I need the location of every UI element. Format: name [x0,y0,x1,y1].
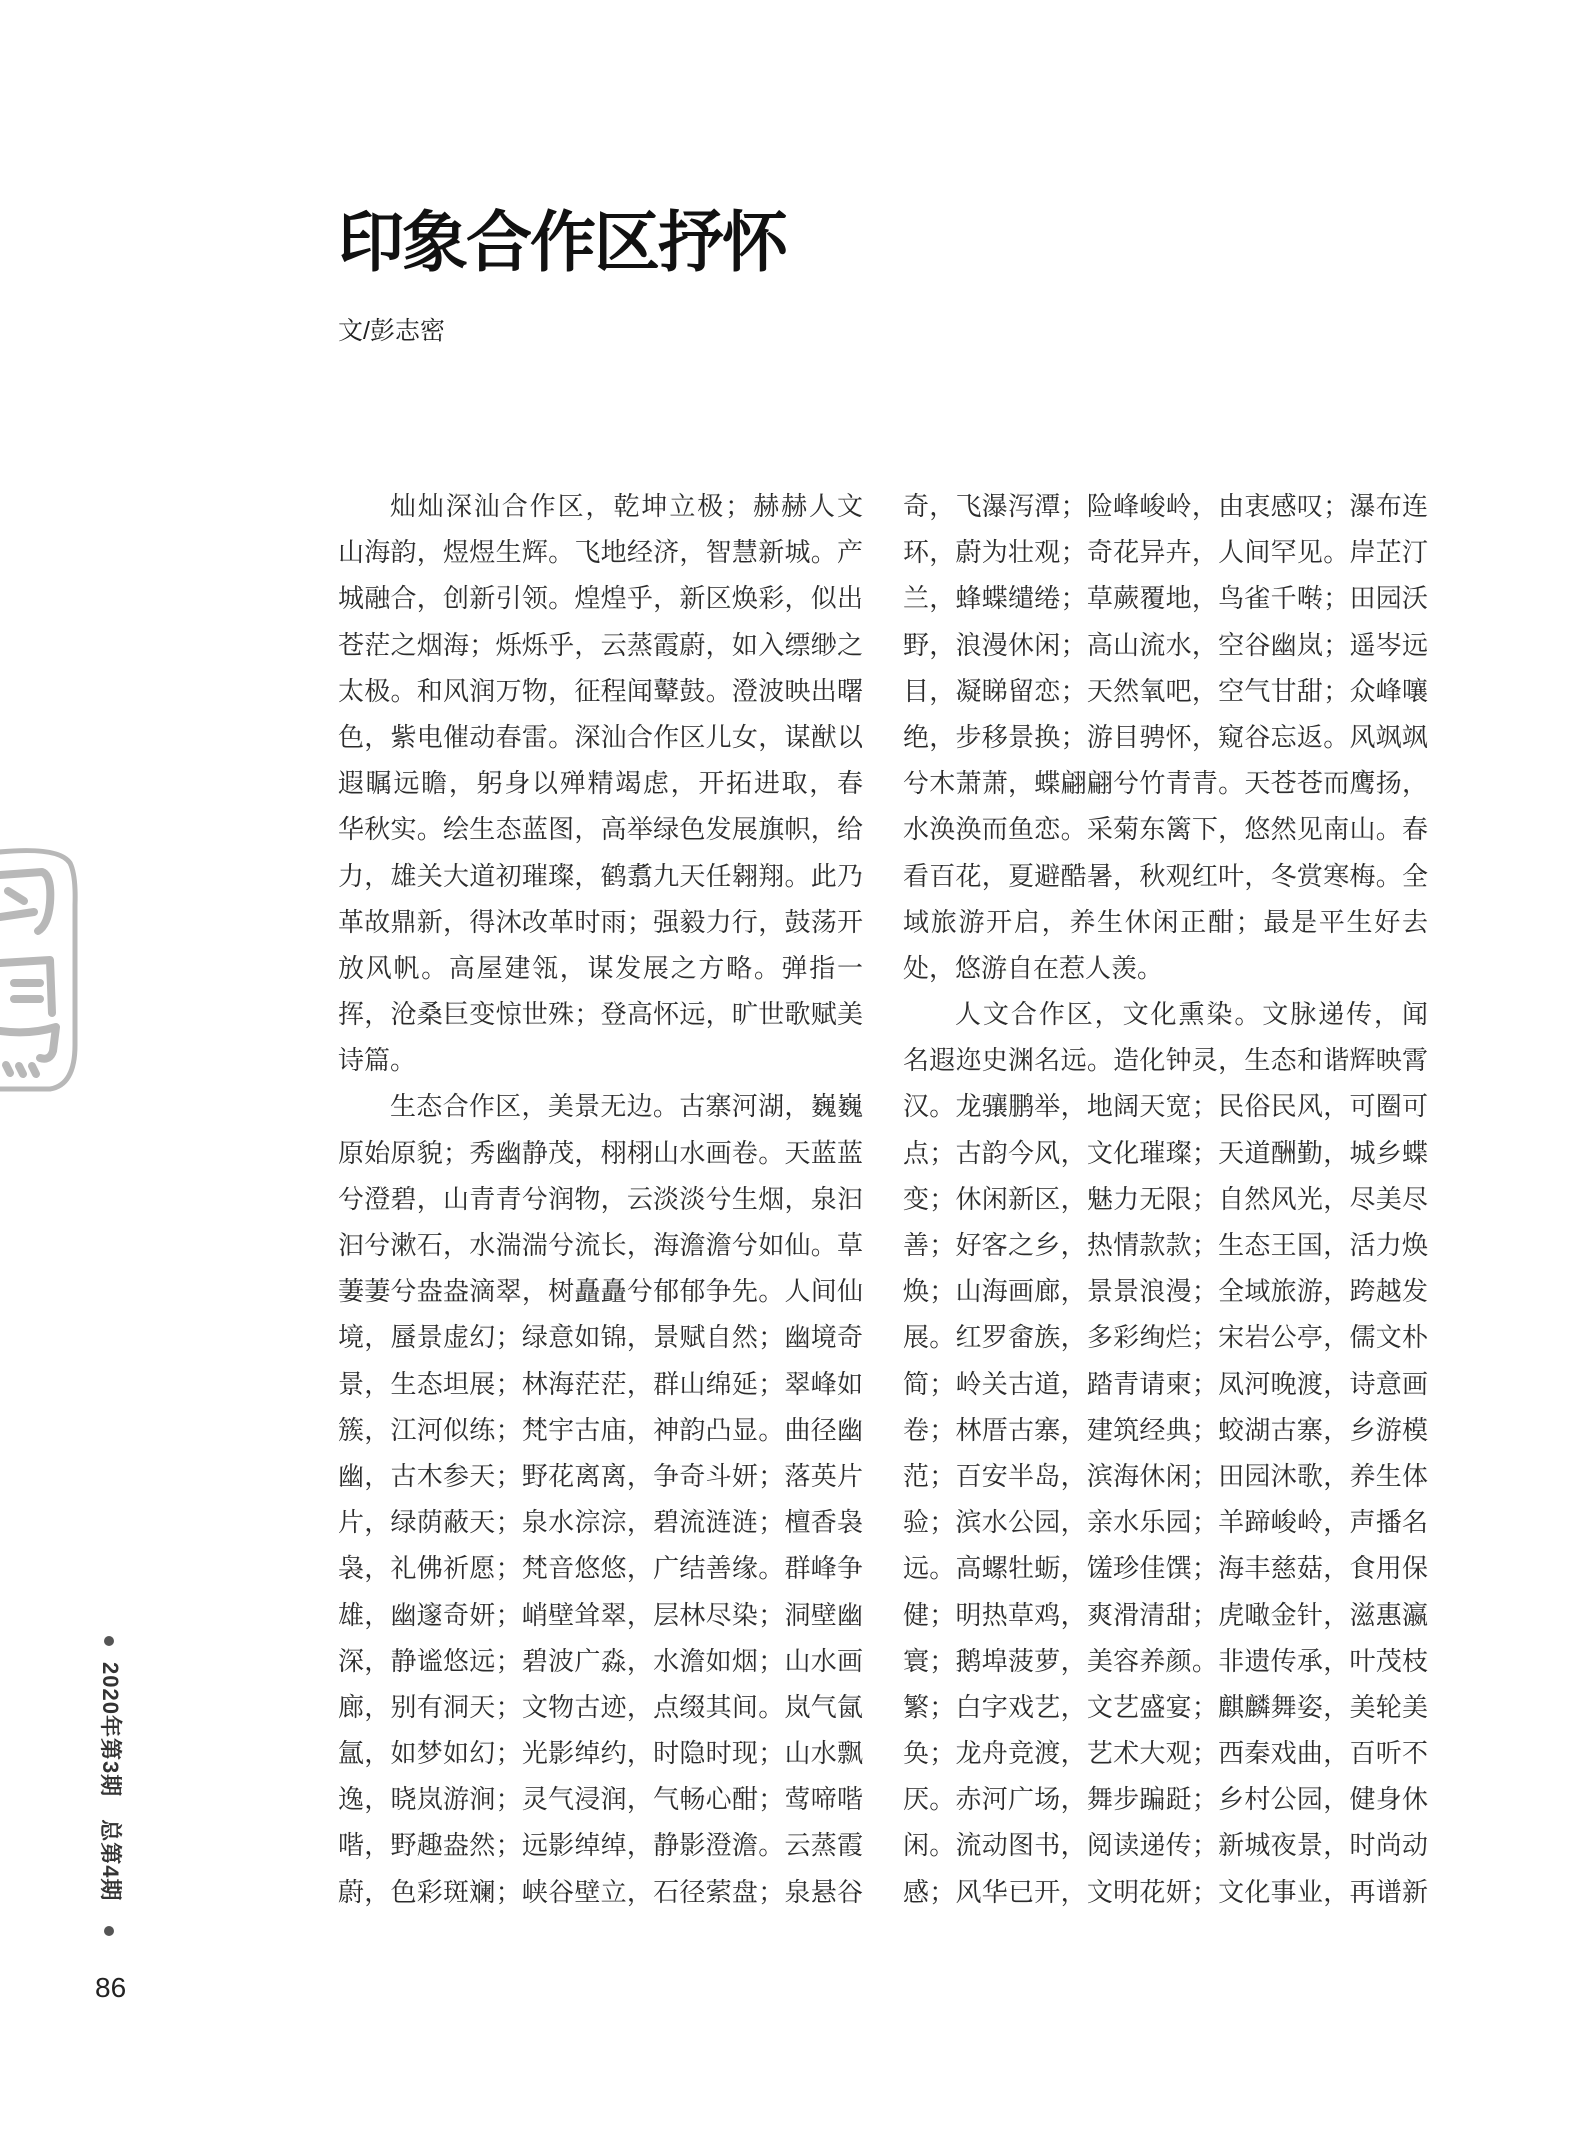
paragraph [338,1084,863,1915]
text-line: 目，凝睇留恋；天然氧吧，空气甘甜；众峰嚷 [903,676,1428,707]
text-line: 兮澄碧，山青青兮润物，云淡淡兮生烟，泉汩 [338,1184,863,1215]
issue-number: 2020年第3期 [98,1662,123,1798]
paragraph-continued [903,484,1428,992]
text-line: 苍茫之烟海；烁烁乎，云蒸霞蔚，如入缥缈之 [338,630,863,661]
text-line: 诗篇。 [338,1046,417,1077]
author-byline: 文/彭志密 [338,317,445,345]
text-line: 幽，古木参天；野花离离，争奇斗妍；落英片 [338,1461,863,1492]
text-line: 变；休闲新区，魅力无限；自然风光，尽美尽 [903,1184,1428,1215]
text-line: 簇，江河似练；梵宇古庙，神韵凸显。曲径幽 [338,1415,863,1446]
text-line: 雄，幽邃奇妍；峭壁耸翠，层林尽染；洞壁幽 [338,1600,863,1631]
text-line: 景，生态坦展；林海茫茫，群山绵延；翠峰如 [338,1369,863,1400]
text-line: 人文合作区，文化熏染。文脉递传，闻 [955,1000,1428,1031]
text-line: 卷；林厝古寨，建筑经典；蛟湖古寨，乡游模 [903,1415,1428,1446]
text-line: 野，浪漫休闲；高山流水，空谷幽岚；遥岑远 [903,630,1428,661]
text-line: 氲，如梦如幻；光影绰约，时隐时现；山水飘 [338,1739,863,1770]
text-line: 看百花，夏避酷暑，秋观红叶，冬赏寒梅。全 [903,861,1428,892]
text-line: 汩兮漱石，水湍湍兮流长，海澹澹兮如仙。草 [338,1231,863,1261]
text-line: 验；滨水公园，亲水乐园；羊蹄峻岭，声播名 [903,1508,1428,1539]
text-line: 简；岭关古道，踏青请柬；凤河晚渡，诗意画 [903,1369,1428,1400]
page-number: 86 [95,1972,127,2003]
text-line: 点；古韵今风，文化璀璨；天道酬勤，城乡蝶 [903,1138,1428,1169]
text-line: 绝，步移景换；游目骋怀，窥谷忘返。风飒飒 [903,722,1428,753]
text-line: 闲。流动图书，阅读递传；新城夜景，时尚动 [903,1831,1428,1862]
text-line: 汉。龙骧鹏举，地阔天宽；民俗民风，可圈可 [903,1092,1428,1123]
text-line: 生态合作区，美景无边。古寨河湖，巍巍 [390,1092,863,1123]
text-line: 寰；鹅埠菠萝，美容养颜。非遗传承，叶茂枝 [903,1646,1428,1677]
text-line: 力，雄关大道初璀璨，鹤翥九天任翱翔。此乃 [338,861,863,892]
text-line: 放风帆。高屋建瓴，谋发展之方略。弹指一 [338,953,863,984]
text-line: 灿灿深汕合作区，乾坤立极；赫赫人文 [390,492,863,522]
text-line: 萋萋兮盎盎滴翠，树矗矗兮郁郁争先。人间仙 [338,1277,863,1308]
text-line: 兰，蜂蝶缱绻；草蕨覆地，鸟雀千啭；田园沃 [903,584,1428,615]
text-line: 挥，沧桑巨变惊世殊；登高怀远，旷世歌赋美 [338,1000,863,1031]
text-line: 远。高螺牡蛎，馐珍佳馔；海丰慈菇，食用保 [903,1554,1428,1585]
total-issue-number: 总第4期 [98,1819,123,1902]
text-line: 革故鼎新，得沐改革时雨；强毅力行，鼓荡开 [338,907,863,938]
text-line: 水涣涣而鱼恋。采菊东篱下，悠然见南山。春 [903,815,1428,846]
text-line: 处，悠游自在惹人羡。 [903,953,1164,984]
article-title: 印象合作区抒怀 [338,203,786,281]
text-line: 蔚，色彩斑斓；峡谷壁立，石径萦盘；泉悬谷 [338,1877,863,1908]
paragraph [338,484,863,1084]
text-line: 深，静谧悠远；碧波广淼，水澹如烟；山水画 [338,1646,863,1677]
text-line: 厌。赤河广场，舞步蹁跹；乡村公园，健身休 [903,1785,1428,1816]
seal-frame [0,851,75,1089]
text-line: 华秋实。绘生态蓝图，高举绿色发展旗帜，给 [338,815,863,846]
text-line: 奂；龙舟竞渡，艺术大观；西秦戏曲，百听不 [903,1739,1428,1770]
text-line: 城融合，创新引领。煌煌乎，新区焕彩，似出 [338,584,863,615]
text-line: 原始原貌；秀幽静茂，栩栩山水画卷。天蓝蓝 [338,1138,863,1169]
text-line: 山海韵，煜煜生辉。飞地经济，智慧新城。产 [338,538,863,569]
paragraph [903,992,1428,1916]
text-line: 片，绿荫蔽天；泉水淙淙，碧流涟涟；檀香袅 [338,1508,863,1539]
text-line: 展。红罗畲族，多彩绚烂；宋岩公亭，儒文朴 [903,1323,1428,1354]
text-line: 逸，晓岚游涧；灵气浸润，气畅心酣；莺啼喈 [338,1785,863,1816]
text-line: 兮木萧萧，蝶翩翩兮竹青青。天苍苍而鹰扬， [903,769,1428,800]
text-line: 健；明热草鸡，爽滑清甜；虎噉金针，滋惠瀛 [903,1600,1428,1631]
text-column-left [338,484,863,1916]
text-line: 环，蔚为壮观；奇花异卉，人间罕见。岸芷汀 [903,538,1428,569]
text-line: 范；百安半岛，滨海休闲；田园沐歌，养生体 [903,1461,1428,1492]
seal-strokes [0,872,56,1074]
text-line: 感；风华已开，文明花妍；文化事业，再谱新 [903,1877,1428,1908]
text-line: 袅，礼佛祈愿；梵音悠悠，广结善缘。群峰争 [338,1554,863,1585]
text-line: 廊，别有洞天；文物古迹，点缀其间。岚气氤 [338,1692,863,1723]
text-line: 名遐迩史渊名远。造化钟灵，生态和谐辉映霄 [903,1046,1428,1077]
text-line: 色，紫电催动春雷。深汕合作区儿女，谋猷以 [338,722,863,753]
issue-folio [98,1662,122,1901]
text-line: 喈，野趣盎然；远影绰绰，静影澄澹。云蒸霞 [338,1831,863,1862]
bullet-dot-icon [104,1926,114,1936]
text-line: 奇，飞瀑泻潭；险峰峻岭，由衷感叹；瀑布连 [903,492,1428,522]
text-line: 域旅游开启，养生休闲正酣；最是平生好去 [903,907,1428,938]
text-line: 焕；山海画廊，景景浪漫；全域旅游，跨越发 [903,1277,1428,1308]
text-line: 境，蜃景虚幻；绿意如锦，景赋自然；幽境奇 [338,1323,863,1354]
text-line: 善；好客之乡，热情款款；生态王国，活力焕 [903,1231,1428,1261]
bullet-dot-icon [104,1636,114,1646]
text-line: 遐瞩远瞻，躬身以殚精竭虑，开拓进取，春 [338,769,863,800]
text-line: 繁；白字戏艺，文艺盛宴；麒麟舞姿，美轮美 [903,1692,1428,1723]
text-column-right [903,484,1428,1916]
seal-logo [0,845,80,1095]
text-line: 太极。和风润万物，征程闻鼙鼓。澄波映出曙 [338,676,863,707]
